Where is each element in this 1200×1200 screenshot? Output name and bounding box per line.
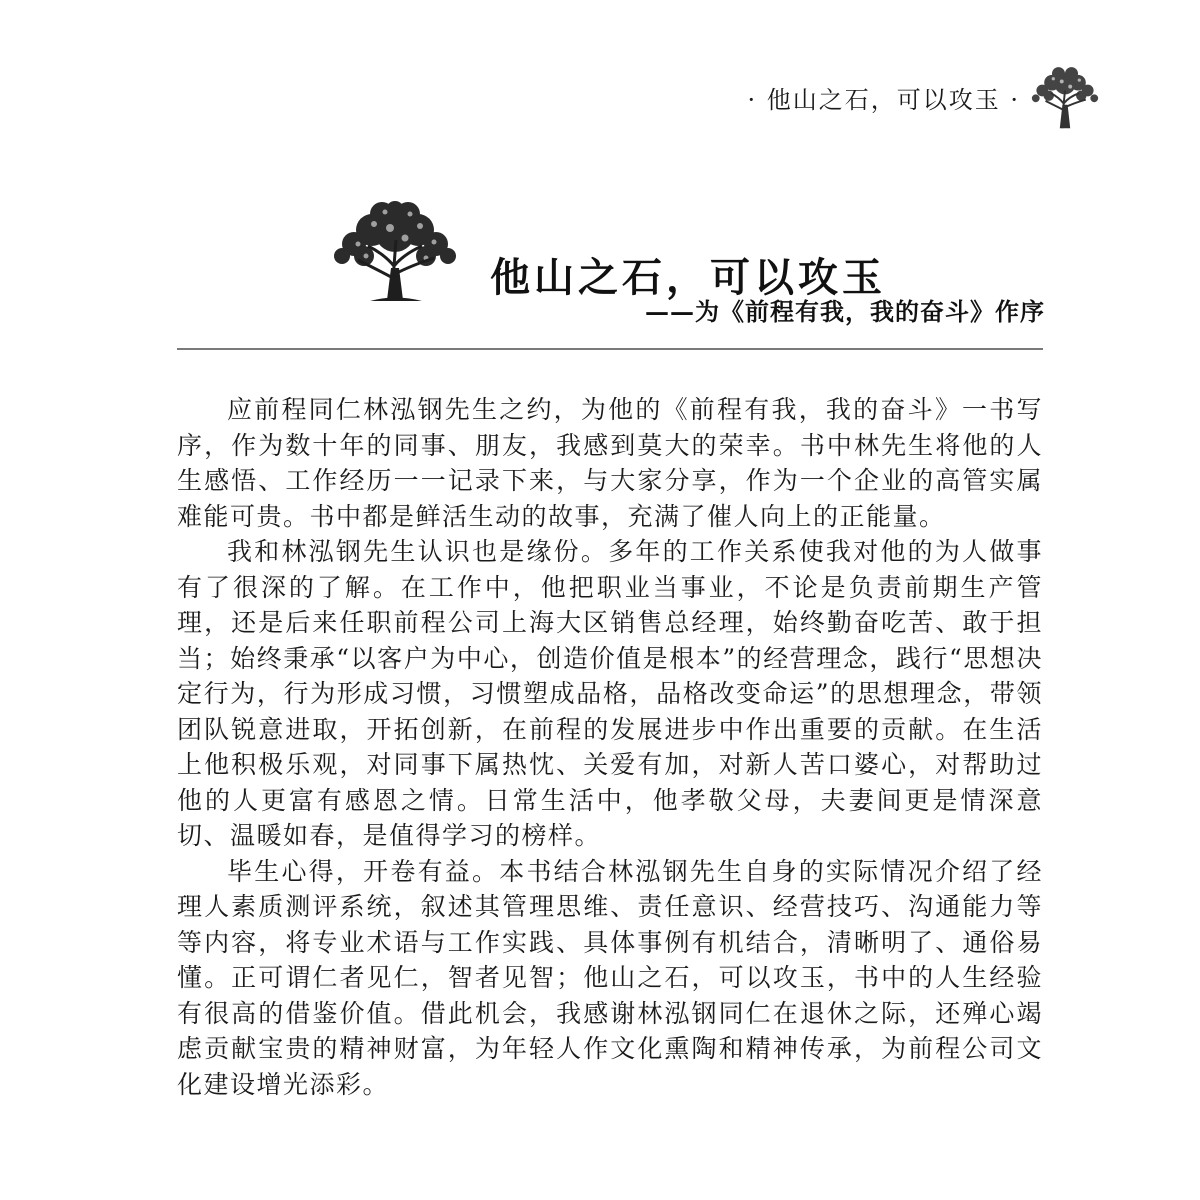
running-head [747,62,1104,132]
tree-icon [1026,62,1104,132]
running-head-title: · 他山之石，可以攻玉 · [747,85,1020,114]
paragraph: 毕生心得，开卷有益。本书结合林泓钢先生自身的实际情况介绍了经理人素质测评系统，叙述其管理思维、责任意识、经营技巧、沟通能力等等内容，将专业术语与工作实践、具体事例有机结合，清晰明了、通俗易懂。正可谓仁者见仁，智者见智；他山之石，可以攻玉，书中的人生经验有很高的借鉴价值。借此机会，我感谢林泓钢同仁在退休之际，还殚心竭虑贡献宝贵的精神财富，为年轻人作文化熏陶和精神传承，为前程公司文化建设增光添彩。 [177,856,1043,1099]
tree-icon [330,200,460,305]
body-text [177,392,1043,1102]
title-block [330,200,1045,326]
page-title: 他山之石，可以攻玉 [490,254,886,301]
title-divider [177,348,1043,350]
page-subtitle: ——为《前程有我，我的奋斗》作序 [645,297,1045,326]
paragraph: 我和林泓钢先生认识也是缘份。多年的工作关系使我对他的为人做事有了很深的了解。在工作中，他把职业当事业，不论是负责前期生产管理，还是后来任职前程公司上海大区销售总经理，始终勤奋吃苦、敢于担当；始终秉承“以客户为中心，创造价值是根本”的经营理念，践行“思想决定行为，行为形成习惯，习惯塑成品格，品格改变命运”的思想理念，带领团队锐意进取，开拓创新，在前程的发展进步中作出重要的贡献。在生活上他积极乐观，对同事下属热忱、关爱有加，对新人苦口婆心，对帮助过他的人更富有感恩之情。日常生活中，他孝敬父母，夫妻间更是情深意切、温暖如春，是值得学习的榜样。 [177,537,1043,850]
paragraph: 应前程同仁林泓钢先生之约，为他的《前程有我，我的奋斗》一书写序，作为数十年的同事、朋友，我感到莫大的荣幸。书中林先生将他的人生感悟、工作经历一一记录下来，与大家分享，作为一个企业的高管实属难能可贵。书中都是鲜活生动的故事，充满了催人向上的正能量。 [177,395,1043,531]
